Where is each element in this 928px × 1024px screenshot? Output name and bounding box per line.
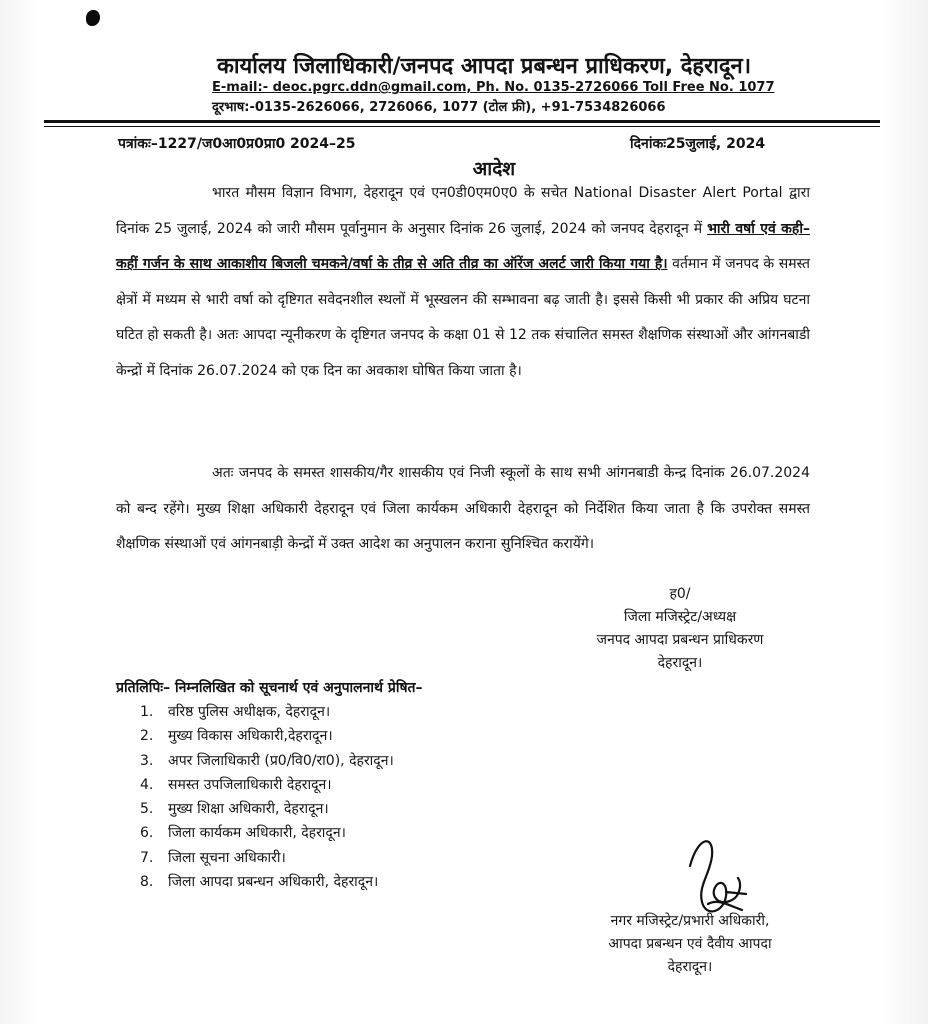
list-item: 6. जिला कार्यकम अधिकारी, देहरादून। (140, 825, 346, 842)
magistrate-signature-block (560, 583, 800, 675)
order-date: दिनांकः25जुलाई, 2024 (630, 136, 766, 152)
ink-blot (86, 10, 100, 26)
signatory-authority: जनपद आपदा प्रबन्धन प्राधिकरण (596, 632, 764, 648)
officer-designation: नगर मजिस्ट्रेट/प्रभारी अधिकारी, (610, 913, 770, 929)
list-item: 2. मुख्य विकास अधिकारी,देहरादून। (140, 728, 333, 745)
signed-mark: ह0/ (669, 586, 691, 602)
list-item: 8. जिला आपदा प्रबन्धन अधिकारी, देहरादून। (140, 874, 379, 891)
signatory-place: देहरादून। (657, 655, 703, 671)
phone-line: दूरभाष:-0135-2626066, 2726066, 1077 (टोल फ्री), +91-7534826066 (212, 100, 666, 115)
reference-number: पत्रांकः–1227/ज0आ0प्र0प्रा0 2024–25 (118, 136, 356, 152)
office-title: कार्यालय जिलाधिकारी/जनपद आपदा प्रबन्धन प्राधिकरण, देहरादून। (216, 54, 752, 79)
copy-to-heading: प्रतिलिपिः– निम्नलिखित को सूचनार्थ एवं अनुपालनार्थ प्रेषित– (116, 680, 423, 696)
signatory-designation: जिला मजिस्ट्रेट/अध्यक्ष (623, 609, 737, 625)
list-item: 7. जिला सूचना अधिकारी। (140, 849, 286, 866)
email-line: E-mail:- deoc.pgrc.ddn@gmail.com, Ph. No. 0135-2726066 Toll Free No. 1077 (212, 80, 775, 95)
order-paragraph-2: अतः जनपद के समस्त शासकीय/गैर शासकीय एवं निजी स्कूलों के साथ सभी आंगनबाडी केन्द्र दिनांक 26.07.2024 को बन्द रहेंगे। मुख्य शिक्षा अधिकारी देहरादून एवं जिला कार्यकम अधिकारी देहरादून को निर्देशित किया जाता है कि उपरोक्त समस्त शैक्षणिक संस्थाओं एवं आंगनबाड़ी केन्द्रों में उक्त आदेश का अनुपालन कराना सुनिश्चित करायेंगे। (116, 465, 810, 552)
order-paragraph-1 (116, 176, 810, 389)
city-magistrate-signature-block (560, 910, 820, 979)
para1-text-a: भारत मौसम विज्ञान विभाग, देहरादून एवं एन0डी0एम0ए0 के सचेत National Disaster Alert Portal द्वारा दिनांक 25 जुलाई, 2024 को जारी मौसम पूर्वानुमान के अनुसार दिनांक 26 जुलाई, 2024 को जनपद देहरादून में (116, 185, 810, 237)
officer-place: देहरादून। (667, 959, 713, 975)
list-item: 4. समस्त उपजिलाधिकारी देहरादून। (140, 776, 332, 793)
list-item: 5. मुख्य शिक्षा अधिकारी, देहरादून। (140, 801, 329, 818)
list-item: 3. अपर जिलाधिकारी (प्र0/वि0/रा0), देहरादून। (140, 752, 394, 769)
order-title: आदेश (472, 158, 516, 180)
list-item: 1. वरिष्ठ पुलिस अधीक्षक, देहरादून। (140, 704, 331, 720)
header-rule (44, 120, 880, 123)
orange-alert-highlight: भारी वर्षा एवं कही–कहीं गर्जन के साथ आकाशीय बिजली चमकने/वर्षा के तीव्र से अति तीव्र का ऑरेंज अलर्ट जारी किया गया है। (116, 220, 810, 272)
header-rule-thin (44, 126, 880, 127)
officer-department: आपदा प्रबन्धन एवं दैवीय आपदा (608, 936, 772, 952)
copy-to-list (140, 702, 394, 896)
para1-text-b: वर्तमान में जनपद के समस्त क्षेत्रों में मध्यम से भारी वर्षा को दृष्टिगत सवेदनशील स्थलों में भूस्खलन की सम्भावना बढ़ जाती है। इससे किसी भी प्रकार की अप्रिय घटना घटित हो सकती है। अतः आपदा न्यूनीकरण के दृष्टिगत जनपद के कक्षा 01 से 12 तक संचालित समस्त शैक्षणिक संस्थाओं और आंगनबाडी केन्द्रों में दिनांक 26.07.2024 को एक दिन का अवकाश घोषित किया जाता है। (116, 256, 811, 379)
